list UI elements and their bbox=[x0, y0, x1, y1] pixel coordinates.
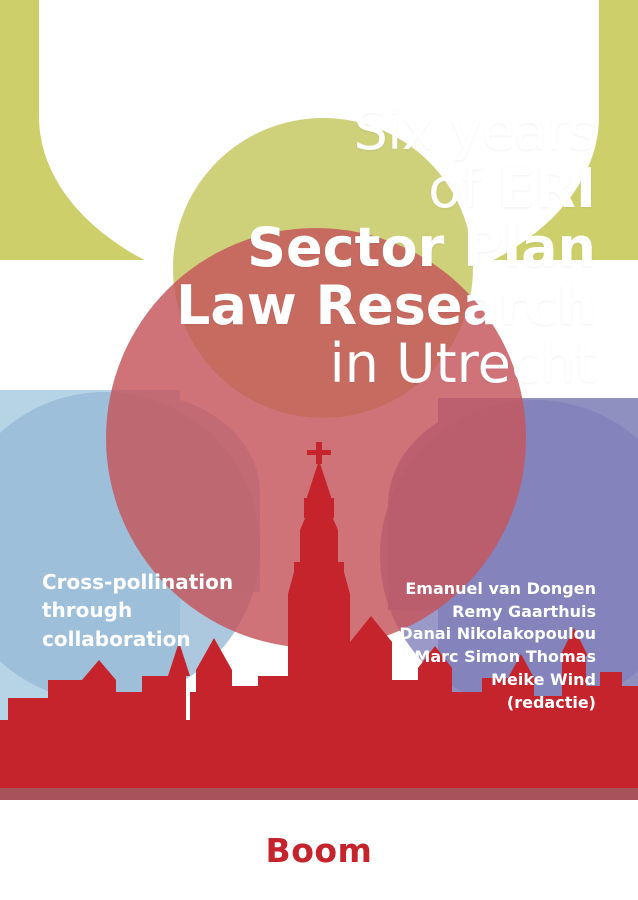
author-name: Marc Simon Thomas bbox=[414, 647, 596, 667]
author-name: Danai Nikolakopoulou bbox=[399, 624, 596, 644]
publisher-logo: Boom bbox=[265, 831, 373, 870]
title-line-5: in Utrecht bbox=[329, 332, 596, 396]
title-line-3: Sector Plan bbox=[247, 215, 596, 279]
subtitle: Cross-pollination through collaboration bbox=[42, 570, 234, 651]
title-line-4: Law Research bbox=[175, 273, 596, 337]
title-line-2-prefix: of bbox=[428, 157, 498, 221]
author-list bbox=[336, 578, 596, 714]
author-name: Meike Wind bbox=[491, 669, 596, 689]
footer-accent-bar bbox=[0, 788, 638, 800]
author-name: Remy Gaarthuis bbox=[452, 601, 596, 621]
editor-note: (redactie) bbox=[506, 692, 596, 712]
title-line-2-strong: ERI bbox=[497, 157, 596, 221]
title-line-1: Six years bbox=[353, 99, 596, 162]
author-name: Emanuel van Dongen bbox=[405, 579, 596, 598]
title-line-2 bbox=[0, 157, 596, 221]
page-title bbox=[0, 99, 638, 396]
